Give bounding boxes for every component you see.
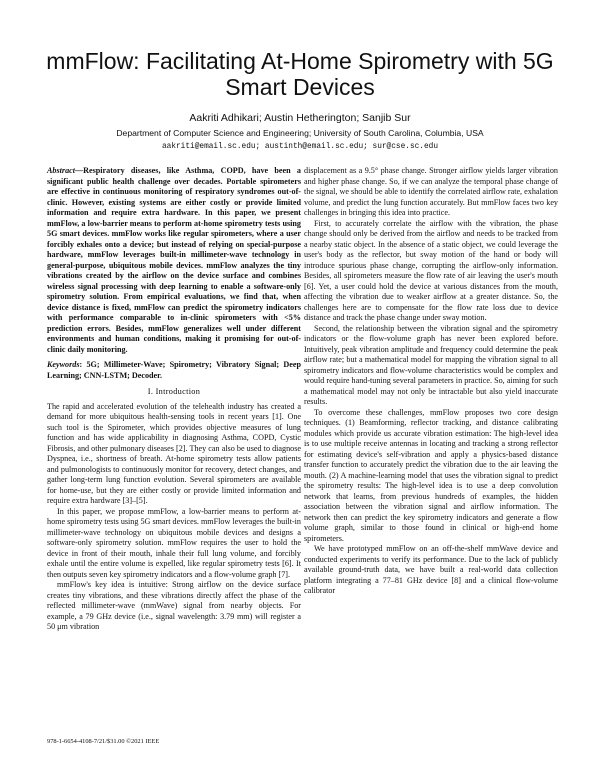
keywords bbox=[47, 360, 301, 381]
right-paragraph-3: Second, the relationship between the vibration signal and the spirometry indicators or the flow-volume graph has never been explored before. Intuitively, peak vibration amplitude and frequency could determine the peak airflow rate; but a mathematical model for mapping the vibration signal to all spirometry indicators and flow-volume characteristics would be complex and would require hand-tuning several parameters in practice. So, aiming for such a mathematical model may not only be intractable but also yield inaccurate results. bbox=[304, 323, 558, 406]
left-paragraph-2: In this paper, we propose mmFlow, a low-barrier means to perform at-home spirometry tests using 5G smart devices. mmFlow leverages the built-in millimeter-wave technology on ubiquitous mobile devices and designs a software-only spirometry solution. mmFlow requires the user to hold the device in front of their mouth, inhale their full lung volume, and forcibly exhale until the entire volume is expelled, like regular spirometry tests [6]. It then outputs seven key spirometry indicators and a flow-volume graph [7]. bbox=[47, 506, 301, 579]
right-paragraph-2: First, to accurately correlate the airflow with the vibration, the phase change should only be derived from the airflow and needs to be tracked from a nearby static object. In the absence of a static object, we could leverage the user's body as the reflector, but sway motion of the hand or body will introduce spurious phase change, corrupting the airflow-only information. Besides, all spirometers measure the flow rate of air leaving the user's mouth [6]. Yet, a user could hold the device at various distances from the mouth, affecting the vibration due to weaker airflow at a greater distance. So, the challenges here are to compensate for the flow rate loss due to device distance and track the phase change under sway motion. bbox=[304, 218, 558, 322]
copyright-footer: 978-1-6654-4108-7/21/$31.00 ©2021 IEEE bbox=[47, 738, 160, 745]
left-paragraph-1: The rapid and accelerated evolution of the telehealth industry has created a demand for more ubiquitous health-sensing tools in recent years [1]. One such tool is the Spirometer, which provides objective measures of lung function and has wide applicability in diagnosing Asthma, COPD, Cystic Fibrosis, and other pulmonary diseases [2]. They can also be used to diagnose Dyspnea, i.e., shortness of breath. At-home spirometry tests allow patients and pulmonologists to continuously monitor for recovery, detect changes, and gather long-term lung function evolution. Several spirometers are available for home-use, but they are either costly or provide limited information and require extra hardware [3]–[5]. bbox=[47, 401, 301, 505]
left-column bbox=[47, 166, 301, 633]
abstract-text: —Respiratory diseases, like Asthma, COPD, have been a significant public health challenge over decades. Portable spirometers are effective in continuous monitoring of respiratory syndromes out-of-clinic. However, existing systems are either costly or provide limited information and require extra hardware. In this paper, we present mmFlow, a low-barrier means to perform at-home spirometry tests using 5G smart devices. mmFlow works like regular spirometers, where a user forcibly exhales onto a device; but instead of relying on special-purpose hardware, mmFlow leverages built-in millimeter-wave technology in general-purpose, ubiquitous mobile devices. mmFlow analyzes the tiny vibrations created by the airflow on the device surface and combines wireless signal processing with deep learning to enable a software-only spirometry solution. From empirical evaluations, we find that, when device distance is fixed, mmFlow can predict the spirometry indicators with performance comparable to in-clinic spirometers with <5% prediction errors. Besides, mmFlow generalizes well under different environments and human conditions, making it promising for out-of-clinic daily monitoring. bbox=[47, 166, 301, 354]
abstract-label: Abstract bbox=[47, 166, 75, 175]
left-paragraph-3: mmFlow's key idea is intuitive: Strong airflow on the device surface creates tiny vibrations, and these vibrations directly affect the phase of the reflected millimeter-wave (mmWave) signal from nearby objects. For example, a 79 GHz device (i.e., signal wavelength: 3.79 mm) will register a 50 μm vibration bbox=[47, 580, 301, 631]
right-column bbox=[304, 166, 558, 597]
paper-emails: aakriti@email.sc.edu; austinth@email.sc.edu; sur@cse.sc.edu bbox=[161, 143, 439, 151]
right-paragraph-1: displacement as a 9.5° phase change. Stronger airflow yields larger vibration and higher phase change. So, if we can analyze the temporal phase change of the signal, we should be able to identify the correlated airflow rate, exhalation volume, and predict the lung function accurately. But mmFlow faces two key challenges in bringing this idea into practice. bbox=[304, 166, 558, 217]
keywords-label: Keywords bbox=[47, 360, 80, 369]
paper-title: mmFlow: Facilitating At-Home Spirometry with 5G Smart Devices bbox=[46, 48, 554, 100]
section-heading: I. Introduction bbox=[147, 387, 201, 396]
paper-authors: Aakriti Adhikari; Austin Hetherington; Sanjib Sur bbox=[189, 112, 411, 124]
paper-affiliation: Department of Computer Science and Engineering; University of South Carolina, Columbia, USA bbox=[116, 128, 484, 138]
keywords-text: : 5G; Millimeter-Wave; Spirometry; Vibratory Signal; Deep Learning; CNN-LSTM; Decoder. bbox=[47, 360, 301, 380]
right-paragraph-5: We have prototyped mmFlow on an off-the-shelf mmWave device and conducted experiments to verify its performance. Due to the lack of publicly available ground-truth data, we have built a real-world data collection platform integrating a 77–81 GHz device [8] and a clinical flow-volume calibrator bbox=[304, 544, 558, 595]
abstract bbox=[47, 166, 301, 355]
right-paragraph-4: To overcome these challenges, mmFlow proposes two core design techniques. (1) Beamforming, reflector tracking, and distance calibrating modules which provide us accurate vibration estimation: The high-level idea is to use multiple receive antennas in locating and tracking a strong reflector for estimating device's self-vibration and apply a physics-based distance transfer function to accurately predict the vibration due to the air leaving the mouth. (2) A machine-learning model that uses the vibration signal to predict the spirometry results: The high-level idea is to use a deep convolution network that learns, from previous hundreds of examples, the hidden association between the vibration signal and airflow information. The network then can predict the key spirometry indicators and generate a flow volume graph, similar to those found in clinical or high-end home spirometers. bbox=[304, 407, 558, 543]
